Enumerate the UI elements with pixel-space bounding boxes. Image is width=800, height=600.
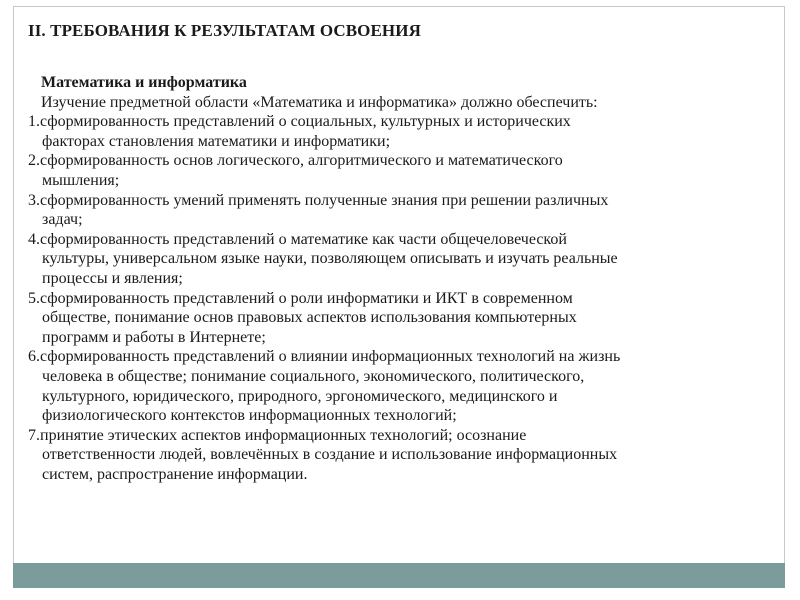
requirement-item — [22, 191, 767, 230]
item-text-line: сформированность представлений о социальных, культурных и исторических — [40, 113, 571, 131]
item-text-line: факторах становления математики и информатики; — [42, 132, 391, 150]
item-text-line: культурного, юридического, природного, эргономического, медицинского и — [42, 387, 558, 405]
item-text-line: сформированность умений применять полученные знания при решении различных — [40, 191, 609, 209]
item-text-line: задач; — [42, 211, 83, 229]
item-text-line: обществе, понимание основ правовых аспектов использования компьютерных — [42, 309, 577, 327]
item-text-line: сформированность представлений о влиянии информационных технологий на жизнь — [40, 348, 621, 366]
item-text-line: принятие этических аспектов информационных технологий; осознание — [40, 426, 527, 444]
item-text-line: сформированность представлений о роли информатики и ИКТ в современном — [40, 289, 573, 307]
item-text-line: физиологического контекстов информационных технологий; — [42, 407, 457, 425]
item-text-line: ответственности людей, вовлечённых в создание и использование информационных — [42, 446, 618, 464]
item-text-line: процессы и явления; — [42, 269, 183, 287]
subject-heading: Математика и информатика — [41, 74, 247, 91]
item-number: 5. — [28, 289, 40, 307]
requirement-item — [22, 426, 767, 485]
item-text-line: мышления; — [42, 171, 120, 189]
item-text-line: программ и работы в Интернете; — [42, 328, 266, 346]
item-text-line: сформированность представлений о математике как части общечеловеческой — [40, 230, 567, 248]
item-number: 3. — [28, 191, 40, 209]
requirements-list — [22, 112, 767, 484]
requirement-item — [22, 289, 767, 348]
item-text-line: культуры, универсальном языке науки, позволяющем описывать и изучать реальные — [42, 250, 618, 268]
item-number: 6. — [28, 348, 40, 366]
item-number: 7. — [28, 426, 40, 444]
item-text-line: человека в обществе; понимание социального, экономического, политического, — [42, 367, 585, 385]
item-text-line: сформированность основ логического, алгоритмического и математического — [40, 152, 563, 170]
slide-content — [22, 73, 767, 484]
requirement-item — [22, 151, 767, 190]
item-text-line: систем, распространение информации. — [42, 465, 308, 483]
requirement-item — [22, 347, 767, 425]
item-number: 2. — [28, 152, 40, 170]
intro-text: Изучение предметной области «Математика и информатика» должно обеспечить: — [41, 93, 598, 111]
item-number: 1. — [28, 113, 40, 131]
slide-title: II. ТРЕБОВАНИЯ К РЕЗУЛЬТАТАМ ОСВОЕНИЯ — [28, 21, 421, 40]
footer-bar — [13, 563, 785, 588]
requirement-item — [22, 230, 767, 289]
requirement-item — [22, 112, 767, 151]
item-number: 4. — [28, 230, 40, 248]
